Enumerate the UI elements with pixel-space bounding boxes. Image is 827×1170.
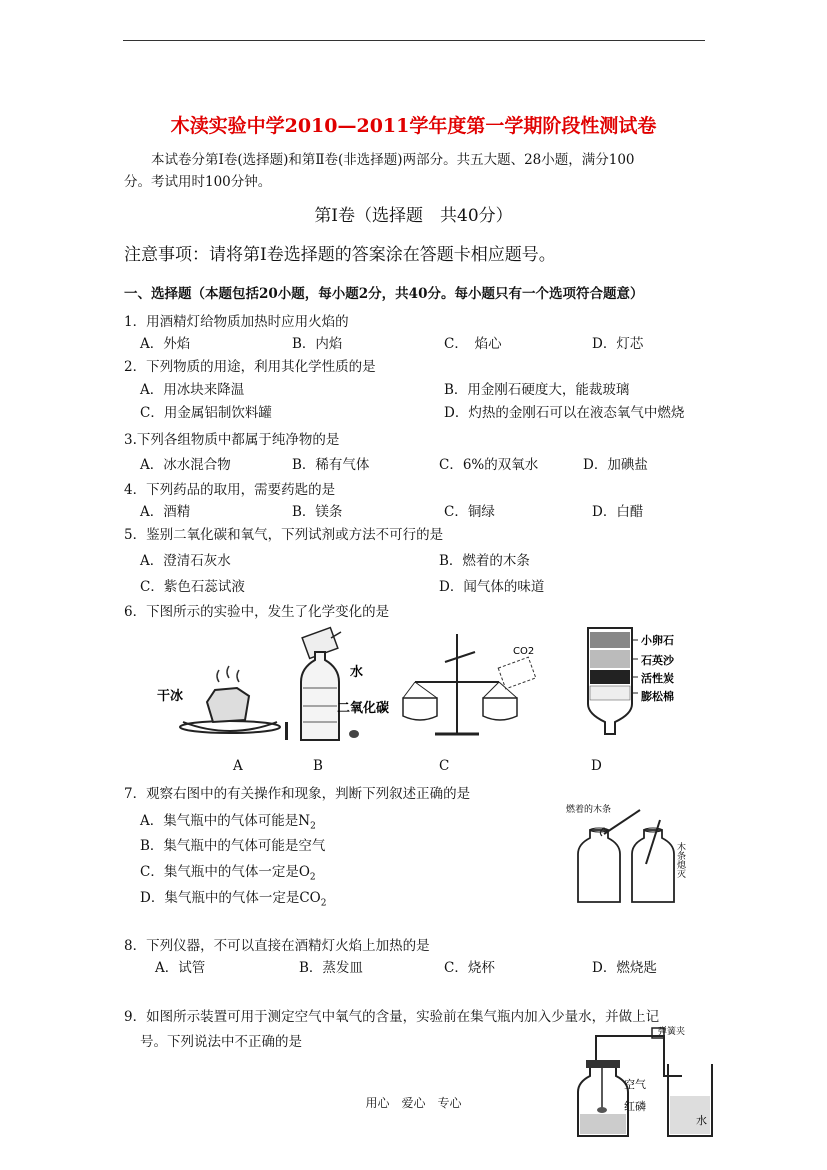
label-extinguished: 木条熄灭 xyxy=(675,842,685,878)
q7-figure xyxy=(560,798,700,908)
q9-stem-line-1: 9．如图所示装置可用于测定空气中氧气的含量，实验前在集气瓶内加入少量水，并做上记 xyxy=(124,1009,660,1025)
q6-option-b: B xyxy=(313,758,323,774)
q9-stem-line-2: 号。下列说法中不正确的是 xyxy=(140,1034,302,1050)
label-water: 水 xyxy=(350,665,364,680)
q1-option-a: A．外焰 xyxy=(140,336,191,352)
jar-water xyxy=(580,1114,626,1134)
q6-figure xyxy=(145,622,705,747)
q5-option-d: D．闻气体的味道 xyxy=(439,579,545,595)
q1-option-d: D．灯芯 xyxy=(592,336,644,352)
q5-option-b: B．燃着的木条 xyxy=(439,553,530,569)
delivery-tube xyxy=(596,1036,682,1076)
label-cotton: 膨松棉 xyxy=(641,690,674,703)
q4-option-c: C．铜绿 xyxy=(444,504,495,520)
q2-option-a: A．用冰块来降温 xyxy=(140,382,245,398)
q2-option-b: B．用金刚石硬度大，能裁玻璃 xyxy=(444,382,630,398)
q2-stem: 2．下列物质的用途，利用其化学性质的是 xyxy=(124,359,376,375)
q5-stem: 5．鉴别二氧化碳和氧气，下列试剂或方法不可行的是 xyxy=(124,527,444,543)
q3-stem: 3.下列各组物质中都属于纯净物的是 xyxy=(124,432,340,448)
q7-option-c xyxy=(140,860,316,883)
label-co2-name: 二氧化碳 xyxy=(337,701,390,716)
figure-d-filter xyxy=(588,628,675,734)
extinguished-splint xyxy=(646,820,660,864)
q3-option-b: B．稀有气体 xyxy=(292,457,370,473)
label-dry-ice: 干冰 xyxy=(157,689,184,704)
label-quartz: 石英沙 xyxy=(641,654,674,667)
q3-option-a: A．冰水混合物 xyxy=(140,457,231,473)
q7-option-d-sub: 2 xyxy=(320,898,327,909)
q2-option-c: C．用金属铝制饮料罐 xyxy=(140,405,272,421)
q2-option-d: D．灼热的金刚石可以在液态氧气中燃烧 xyxy=(444,405,685,421)
q1-option-c: C． 焰心 xyxy=(444,336,502,352)
q5-option-c: C．紫色石蕊试液 xyxy=(140,579,245,595)
q1-option-b: B．内焰 xyxy=(292,336,343,352)
q8-option-a: A．试管 xyxy=(155,960,206,976)
header-rule xyxy=(123,40,705,41)
q6-stem: 6．下图所示的实验中，发生了化学变化的是 xyxy=(124,604,390,620)
q7-option-c-sub: 2 xyxy=(309,872,316,883)
q4-option-d: D．白醋 xyxy=(592,504,644,520)
q3-option-c: C．6%的双氧水 xyxy=(439,457,539,473)
intro-line-1: 本试卷分第Ⅰ卷(选择题)和第Ⅱ卷(非选择题)两部分。共五大题、28小题，满分100 xyxy=(151,152,635,168)
label-clamp: 弹簧夹 xyxy=(658,1027,686,1037)
q7-option-a-sub: 2 xyxy=(310,821,316,832)
q7-option-d xyxy=(140,886,326,909)
stopper xyxy=(586,1060,620,1068)
label-burning: 燃着的木条 xyxy=(566,805,612,815)
section-title: 第Ⅰ卷（选择题 共40分） xyxy=(314,206,513,226)
label-phosphorus: 红磷 xyxy=(624,1100,646,1113)
q7-option-d-text: D．集气瓶中的气体一定是CO xyxy=(140,890,321,906)
figure-c-balance xyxy=(403,634,536,734)
q7-option-c-text: C．集气瓶中的气体一定是O xyxy=(140,864,310,880)
q7-option-b: B．集气瓶中的气体可能是空气 xyxy=(140,838,326,854)
label-carbon: 活性炭 xyxy=(641,672,674,685)
q4-option-a: A．酒精 xyxy=(140,504,191,520)
notice: 注意事项：请将第Ⅰ卷选择题的答案涂在答题卡相应题号。 xyxy=(124,245,556,265)
q4-stem: 4．下列药品的取用，需要药匙的是 xyxy=(124,482,336,498)
q5-option-a: A．澄清石灰水 xyxy=(140,553,231,569)
label-air: 空气 xyxy=(624,1078,646,1091)
q8-option-d: D．燃烧匙 xyxy=(592,960,657,976)
q8-option-c: C．烧杯 xyxy=(444,960,495,976)
q8-option-b: B．蒸发皿 xyxy=(299,960,363,976)
q7-option-a-text: A．集气瓶中的气体可能是N xyxy=(140,813,311,829)
q6-option-c: C xyxy=(439,758,450,774)
q7-stem: 7．观察右图中的有关操作和现象，判断下列叙述正确的是 xyxy=(124,786,471,802)
page-title: 木渎实验中学2010—2011学年度第一学期阶段性测试卷 xyxy=(170,115,657,137)
q3-option-d: D．加碘盐 xyxy=(583,457,648,473)
q8-stem: 8．下列仪器，不可以直接在酒精灯火焰上加热的是 xyxy=(124,938,430,954)
q1-stem: 1．用酒精灯给物质加热时应用火焰的 xyxy=(124,314,349,330)
footer: 用心 爱心 专心 xyxy=(365,1096,462,1110)
part1-header: 一、选择题（本题包括20小题，每小题2分，共40分。每小题只有一个选项符合题意） xyxy=(124,286,644,302)
jar-left xyxy=(578,828,620,902)
q6-option-d: D xyxy=(591,758,602,774)
figure-a-dry-ice xyxy=(157,666,280,733)
label-water: 水 xyxy=(696,1114,707,1127)
label-pebble: 小卵石 xyxy=(641,634,674,647)
q9-figure xyxy=(568,1024,714,1140)
intro-line-2: 分。考试用时100分钟。 xyxy=(124,174,272,190)
q7-option-a xyxy=(140,809,316,832)
q4-option-b: B．镁条 xyxy=(292,504,343,520)
label-co2-formula: CO2 xyxy=(513,646,535,657)
figure-b-bottle xyxy=(285,628,389,740)
q6-option-a: A xyxy=(233,758,243,774)
